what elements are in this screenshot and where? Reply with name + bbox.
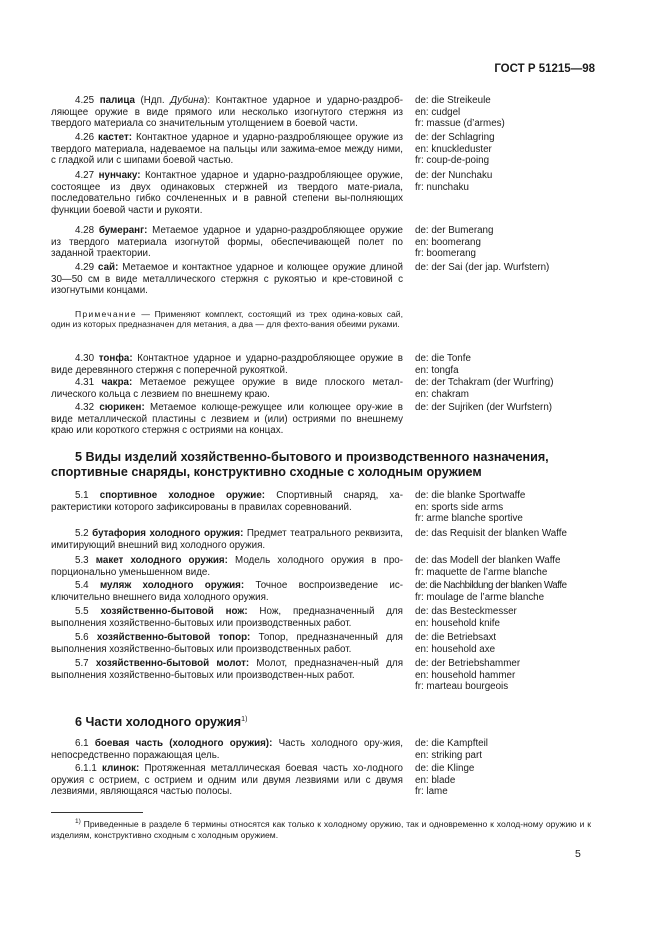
entry-text: Контактное ударное и ударно-раздробляющее оружие, состоящее из двух одинаковых стержней из твердого мате-риала, последовательно гибко сочлененных и в равной степени вы-полняющих функции боевой части и рукояти.	[51, 170, 403, 217]
entry-text: Контактное ударное и ударно-раздробляющее оружие из твердого материала, надеваемое на пальцы или зажима-емое между ними, с гладкой или с шипами боевой частью.	[51, 132, 403, 167]
entry-4-32	[51, 402, 611, 437]
term-fr: fr: boomerang	[415, 248, 476, 260]
entry-5-2	[51, 528, 611, 551]
note-text: — Применяют комплект, состоящий из трех одина-ковых сай, один из которых предназначен для метания, а два — для фехто-вания обеими руками.	[51, 309, 403, 330]
entry-4-28	[51, 225, 611, 260]
foreign-equivalents	[415, 402, 615, 414]
term-en: en: cudgel	[415, 106, 461, 118]
entry-5-4	[51, 580, 611, 603]
entry-5-6	[51, 632, 611, 655]
foreign-equivalents	[415, 262, 615, 274]
term-en: en: chakram	[415, 388, 469, 400]
entry-number: 5.1	[75, 490, 89, 501]
entry-text: Предмет театрального реквизита, имитирующий внешний вид холодного оружия.	[51, 528, 403, 551]
term: сюрикен:	[99, 402, 145, 413]
term-de: de: der Nunchaku	[415, 170, 493, 181]
entry-text: Топор, предназначенный для выполнения хозяйственно-бытовых или производственных работ.	[51, 632, 403, 655]
entry-5-5	[51, 606, 611, 629]
entry-text: Метаемое колюще-режущее или колющее ору-жие в виде металлической пластины с лезвием и (или) остриями по внешнему краю или короткого стержня с остриями на концах.	[51, 402, 403, 437]
term: боевая часть (холодного оружия):	[94, 738, 273, 749]
entry-4-26	[51, 132, 611, 167]
entry-5-3	[51, 555, 611, 578]
entry-text: Спортивный снаряд, ха-рактеристики которого зафиксированы в правилах соревнований.	[51, 490, 403, 513]
term: палица	[99, 95, 135, 106]
deprecated-term: Дубина	[170, 95, 205, 106]
entry-4-29	[51, 262, 611, 297]
entry-5-1	[51, 490, 611, 525]
page-number: 5	[575, 848, 581, 860]
entry-4-25	[51, 95, 611, 130]
term: хозяйственно-бытовой нож:	[100, 606, 248, 617]
term-de: de: der Sujriken (der Wurfstern)	[415, 402, 553, 413]
term-en: en: boomerang	[415, 236, 481, 248]
foreign-equivalents	[415, 490, 615, 525]
term-de: de: die Streikeule	[415, 95, 491, 106]
foreign-equivalents	[415, 738, 615, 761]
term-de: de: die Tonfe	[415, 353, 471, 364]
term-de: de: das Besteckmesser	[415, 606, 517, 617]
term: чакра:	[101, 377, 133, 388]
entry-number: 4.31	[75, 377, 95, 388]
section-6-title: 6 Части холодного оружия	[75, 715, 242, 729]
entry-number: 4.29	[75, 262, 95, 273]
term: сай:	[98, 262, 119, 273]
entry-number: 5.3	[75, 555, 89, 566]
entry-text: Протяженная металлическая боевая часть хо-лодного оружия с острием, с острием и одним или двумя лезвиями или с двумя лезвиями, являющаяся частью полосы.	[51, 763, 403, 798]
entry-number: 4.26	[75, 132, 95, 143]
entry-number: 5.4	[75, 580, 89, 591]
term-de: de: der Betriebshammer	[415, 658, 521, 669]
term-de: de: die Kampfteil	[415, 738, 488, 749]
term: муляж холодного оружия:	[99, 580, 245, 591]
footnote-mark: 1)	[75, 818, 81, 825]
foreign-equivalents	[415, 763, 615, 798]
foreign-equivalents	[415, 377, 615, 400]
foreign-equivalents	[415, 658, 615, 693]
footnote-text: Приведенные в разделе 6 термины относятся как только к холодному оружию, так и одновременно к холод-ному оружию и к изделиям, конструктивно сходным с холодным оружием.	[51, 818, 591, 840]
footnote-marker: 1)	[241, 715, 248, 723]
note	[51, 309, 611, 330]
term: кастет:	[98, 132, 133, 143]
entry-4-31	[51, 377, 611, 400]
foreign-equivalents	[415, 132, 615, 167]
term-fr: fr: arme blanche sportive	[415, 513, 523, 525]
foreign-equivalents	[415, 225, 615, 260]
note-label: Примечание	[75, 309, 137, 319]
term-de: de: die Betriebsaxt	[415, 632, 497, 643]
term: хозяйственно-бытовой топор:	[96, 632, 251, 643]
term: бумеранг:	[98, 225, 148, 236]
term-de: de: die blanke Sportwaffe	[415, 490, 526, 501]
foreign-equivalents	[415, 170, 615, 193]
entry-number: 5.5	[75, 606, 89, 617]
term-de: de: das Requisit der blanken Waffe	[415, 528, 567, 539]
term-fr: fr: maquette de l’arme blanche	[415, 566, 548, 578]
entry-number: 6.1.1	[75, 763, 97, 774]
section-5-heading: 5 Виды изделий хозяйственно-бытового и производственного назначения, спортивные снаряды, конструктивно сходные с холодным оружием	[51, 450, 549, 480]
term-fr: fr: coup-de-poing	[415, 155, 490, 167]
term-en: en: household knife	[415, 617, 500, 629]
entry-text: Метаемое и контактное ударное и колющее оружие длиной 30—50 см в виде металлического стержня с рукоятью и кре-стовиной с изогнутыми концами.	[51, 262, 403, 297]
term-de: de: die Klinge	[415, 763, 475, 774]
entry-number: 5.2	[75, 528, 89, 539]
term-fr: fr: lame	[415, 786, 448, 798]
term-fr: fr: marteau bourgeois	[415, 681, 509, 693]
term: бутафория холодного оружия:	[92, 528, 244, 539]
term: тонфа:	[98, 353, 133, 364]
entry-text: Часть холодного ору-жия, непосредственно поражающая цель.	[51, 738, 403, 761]
entry-number: 5.7	[75, 658, 89, 669]
term-fr: fr: moulage de l’arme blanche	[415, 591, 545, 603]
term-en: en: blade	[415, 774, 456, 786]
entry-number: 4.28	[75, 225, 95, 236]
term-en: en: household axe	[415, 643, 496, 655]
foreign-equivalents	[415, 580, 615, 603]
entry-number: 4.25	[75, 95, 95, 106]
entry-text: Точное воспроизведение ис-ключительно внешнего вида холодного оружия.	[51, 580, 403, 603]
entry-6-1-1	[51, 763, 611, 798]
term-de: de: der Tchakram (der Wurfring)	[415, 377, 554, 388]
term: хозяйственно-бытовой молот:	[95, 658, 250, 669]
entry-4-30	[51, 353, 611, 376]
term-en: en: striking part	[415, 749, 482, 761]
foreign-equivalents	[415, 528, 615, 540]
term-de: de: das Modell der blanken Waffe	[415, 555, 561, 566]
term-en: en: sports side arms	[415, 501, 504, 513]
term: макет холодного оружия:	[95, 555, 228, 566]
term-fr: fr: massue (d’armes)	[415, 118, 505, 130]
term: спортивное холодное оружие:	[99, 490, 266, 501]
entry-text: Метаемое ударное и ударно-раздробляющее оружие из твердого материала изогнутой формы, обеспечивающей полет по заданной траектории.	[51, 225, 403, 260]
foreign-equivalents	[415, 632, 615, 655]
entry-text: Нож, предназначенный для выполнения хозяйственно-бытовых или производственных работ.	[51, 606, 403, 629]
entry-number: 4.32	[75, 402, 95, 413]
entry-4-27	[51, 170, 611, 217]
term-de: de: der Schlagring	[415, 132, 495, 143]
term: нунчаку:	[98, 170, 141, 181]
entry-number: 4.27	[75, 170, 95, 181]
entry-text: Модель холодного оружия в про-порционально уменьшенном виде.	[51, 555, 403, 578]
standard-number: ГОСТ Р 51215—98	[494, 63, 595, 75]
foreign-equivalents	[415, 95, 615, 130]
entry-5-7	[51, 658, 611, 693]
section-6-heading	[75, 715, 247, 729]
entry-6-1	[51, 738, 611, 761]
term-en: en: knuckleduster	[415, 143, 492, 155]
entry-number: 4.30	[75, 353, 95, 364]
term-fr: fr: nunchaku	[415, 181, 469, 193]
term-de: de: die Nachbildung der blanken Waffe	[415, 580, 567, 591]
term-de: de: der Sai (der jap. Wurfstern)	[415, 262, 550, 273]
term-en: en: tongfa	[415, 364, 459, 376]
entry-number: 6.1	[75, 738, 89, 749]
term: клинок:	[101, 763, 140, 774]
entry-text: Молот, предназначен-ный для выполнения хозяйственно-бытовых или производствен-ных работ.	[51, 658, 403, 681]
foreign-equivalents	[415, 353, 615, 376]
term-en: en: household hammer	[415, 669, 516, 681]
entry-text: Контактное ударное и ударно-раздробляющее оружие в виде деревянного стержня с поперечной рукояткой.	[51, 353, 403, 376]
entry-text: Метаемое режущее оружие в виде плоского метал-лического кольца с лезвием по внешнему краю.	[51, 377, 403, 400]
foreign-equivalents	[415, 606, 615, 629]
term-de: de: der Bumerang	[415, 225, 494, 236]
foreign-equivalents	[415, 555, 615, 578]
footnote	[51, 816, 591, 841]
entry-text: ): Контактное ударное и ударно-раздроб-ляющее оружие в виде прямого или несколько изогнутого стержня из твердого материала со значительным утолщением в боевой части.	[51, 95, 403, 130]
entry-text: (Ндп.	[134, 95, 171, 106]
footnote-divider	[51, 812, 143, 813]
entry-number: 5.6	[75, 632, 89, 643]
